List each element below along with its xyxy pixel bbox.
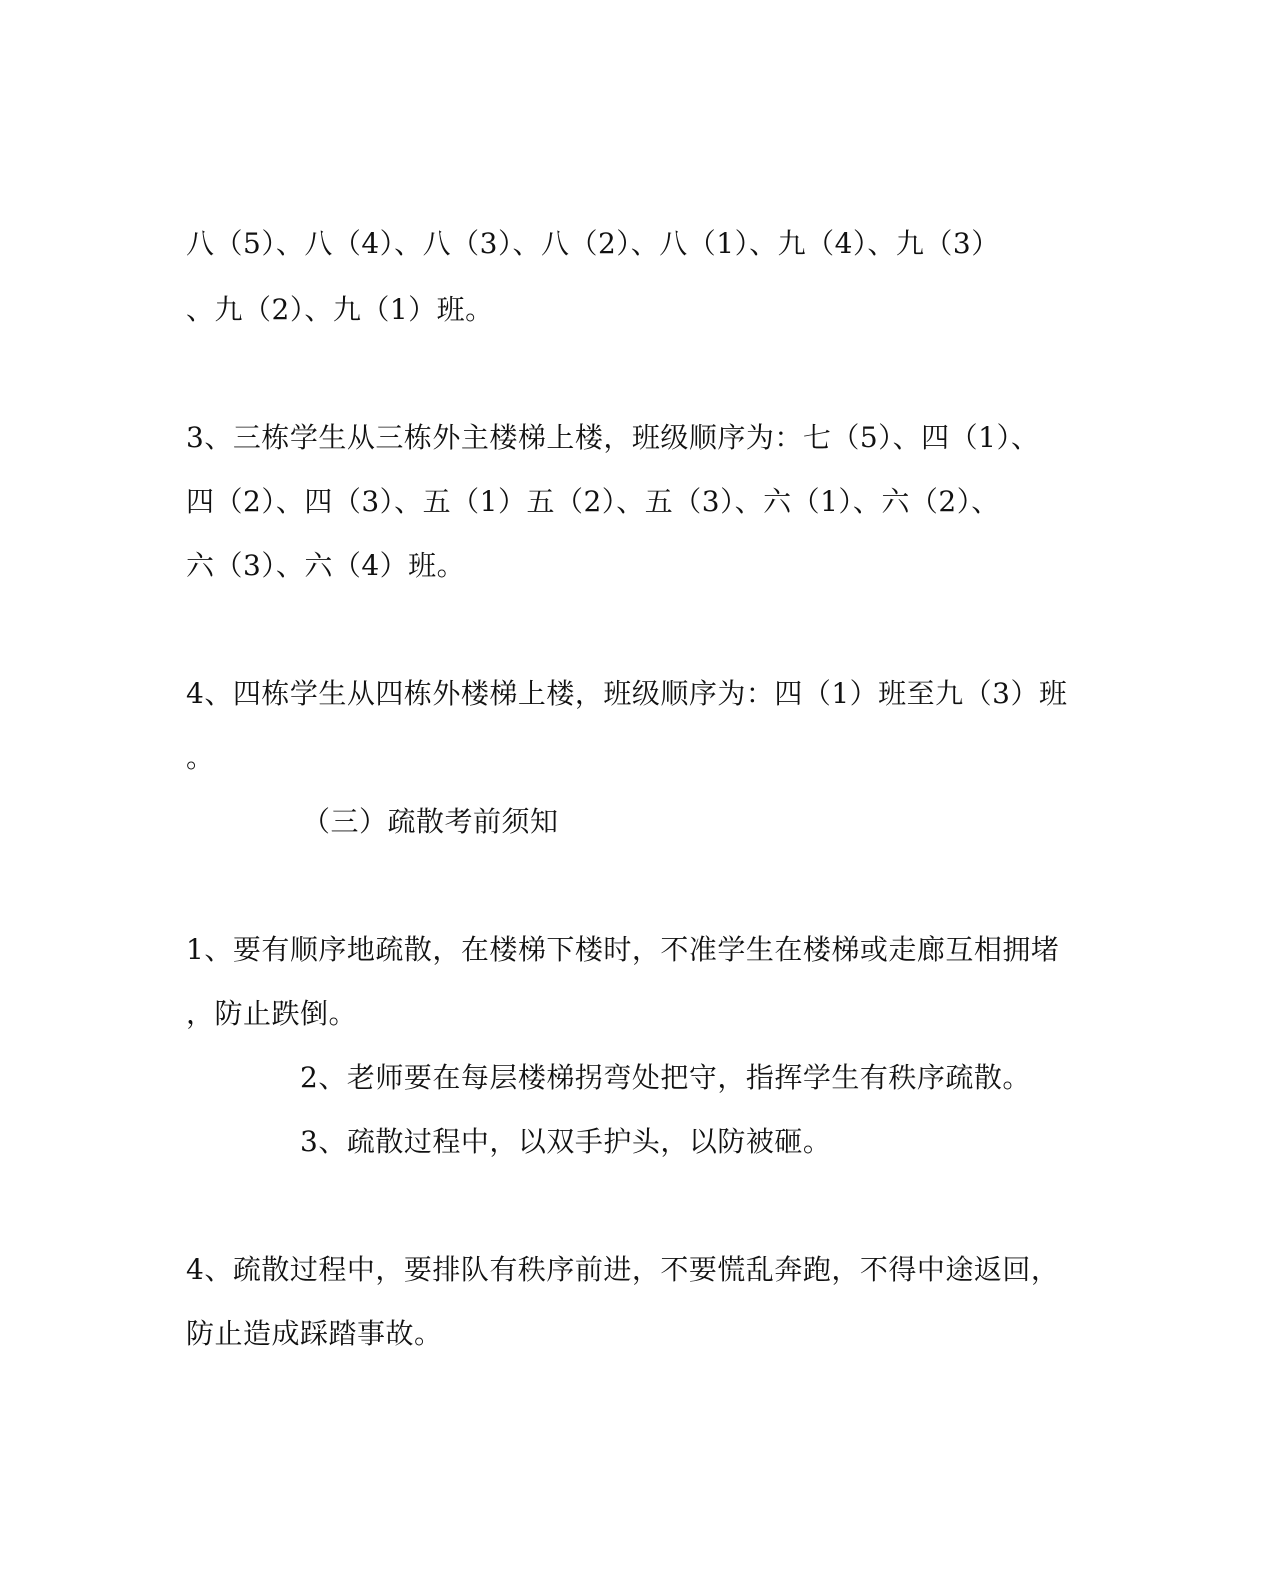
text-line-note-four-end: 防止造成踩踏事故。	[186, 1317, 443, 1350]
text-line-class-list-eight-nine: 八（5）、八（4）、八（3）、八（2）、八（1）、九（4）、九（3）	[186, 227, 1000, 260]
text-line-building-four-end: 。	[186, 741, 215, 774]
text-line-building-three-end: 六（3）、六（4）班。	[186, 549, 466, 582]
text-line-note-two: 2、老师要在每层楼梯拐弯处把守，指挥学生有秩序疏散。	[300, 1061, 1031, 1094]
text-line-building-four: 4、四栋学生从四栋外楼梯上楼，班级顺序为：四（1）班至九（3）班	[186, 677, 1068, 710]
text-line-class-list-continued: 、九（2）、九（1）班。	[186, 293, 494, 326]
text-line-building-three: 3、三栋学生从三栋外主楼梯上楼，班级顺序为：七（5）、四（1）、	[186, 421, 1040, 454]
text-line-note-one: 1、要有顺序地疏散，在楼梯下楼时，不准学生在楼梯或走廊互相拥堵	[186, 933, 1060, 966]
text-line-note-one-end: ，防止跌倒。	[186, 997, 358, 1030]
text-line-note-four: 4、疏散过程中，要排队有秩序前进，不要慌乱奔跑，不得中途返回，	[186, 1253, 1060, 1286]
text-line-building-three-classes: 四（2）、四（3）、五（1）五（2）、五（3）、六（1）、六（2）、	[186, 485, 1000, 518]
text-line-note-three: 3、疏散过程中，以双手护头，以防被砸。	[300, 1125, 832, 1158]
section-heading-evacuation-notes: （三）疏散考前须知	[302, 805, 559, 838]
